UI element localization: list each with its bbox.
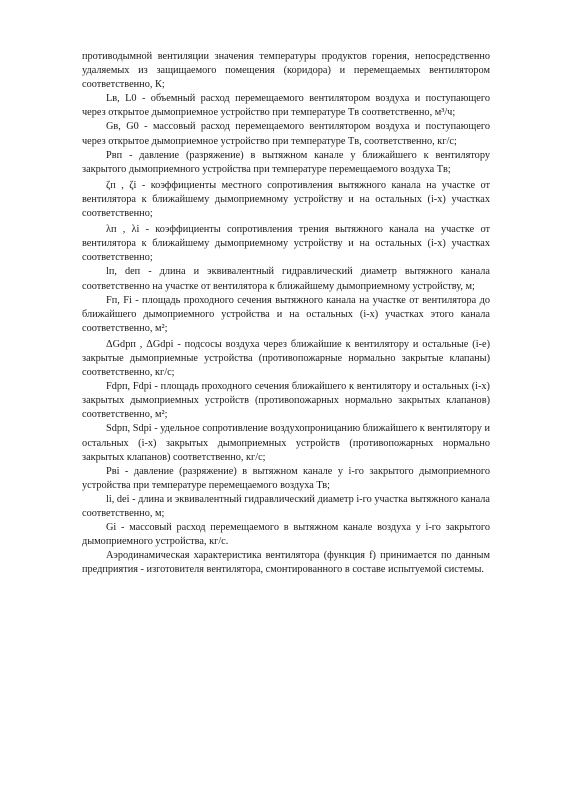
fan-characteristic-paragraph: Аэродинамическая характеристика вентилятора (функция f) принимается по данным предприятия - изготовителя вентилятора, смонтированного в составе испытуемой системы. (82, 550, 490, 576)
definition-damper-section: Fdpп, Fdpi - площадь проходного сечения ближайшего к вентилятору и остальных (i-х) закрытых дымоприемных устройств (противопожарных нормально закрытых клапанов) соответственно, м²; (82, 381, 490, 421)
definition-friction-resistance: λп , λi - коэффициенты сопротивления трения вытяжного канала на участке от вентилятора к ближайшему дымоприемному устройству и на остальных (i-х) участках соответственно; (82, 224, 490, 264)
definition-mass-flow: Gв, G0 - массовый расход перемещаемого вентилятором воздуха и поступающего через открытое дымоприемное устройство при температуре Tв, соответственно, кг/с; (82, 121, 490, 147)
definition-pressure-i: Рвi - давление (разряжение) в вытяжном канале у i-го закрытого дымоприемного устройства при температуре перемещаемого воздуха Тв; (82, 465, 490, 491)
definition-volume-flow: Lв, L0 - объемный расход перемещаемого вентилятором воздуха и поступающего через открытое дымоприемное устройство при температуре Tв соответственно, м³/ч; (82, 93, 490, 119)
definition-local-resistance: ζп , ζi - коэффициенты местного сопротивления вытяжного канала на участке от вентилятора к ближайшему дымоприемному устройству и на остальных (i-х) участках соответственно; (82, 179, 490, 220)
text-paragraph: противодымной вентиляции значения температуры продуктов горения, непосредственно удаляемых из защищаемого помещения (коридора) и перемещаемых вентилятором соответственно, К; (82, 51, 490, 91)
definition-length-i: li, dеi - длина и эквивалентный гидравлический диаметр i-го участка вытяжного канала соответственно, м; (82, 493, 490, 519)
definition-cross-section: Fп, Fi - площадь проходного сечения вытяжного канала на участке от вентилятора до ближайшего дымоприемного устройства и на остальных (i-х) участках этого канала соответственно, м²; (82, 294, 490, 334)
document-page (82, 50, 490, 577)
definition-specific-resistance: Sdpп, Sdpi - удельное сопротивление воздухопроницанию ближайшего к вентилятору и остальных (i-х) закрытых дымоприемных устройств (противопожарных нормально закрытых клапанов) соответственно, кг/с; (82, 423, 490, 463)
definition-air-leakage: ΔGdpп , ΔGdpi - подсосы воздуха через ближайшие к вентилятору и остальные (i-е) закрытые дымоприемные устройства (противопожарные нормально закрытые клапаны) соответственно, кг/с; (82, 338, 490, 379)
definition-length-diameter: lп, dеп - длина и эквивалентный гидравлический диаметр вытяжного канала соответственно на участке от вентилятора к ближайшему дымоприемному устройству, м; (82, 266, 490, 292)
definition-mass-flow-i: Gi - массовый расход перемещаемого в вытяжном канале воздуха у i-го закрытого дымоприемного устройства, кг/с. (82, 522, 490, 548)
definition-pressure-nearest: Рвп - давление (разряжение) в вытяжном канале у ближайшего к вентилятору закрытого дымоприемного устройства при температуре перемещаемого воздуха Tв; (82, 149, 490, 175)
